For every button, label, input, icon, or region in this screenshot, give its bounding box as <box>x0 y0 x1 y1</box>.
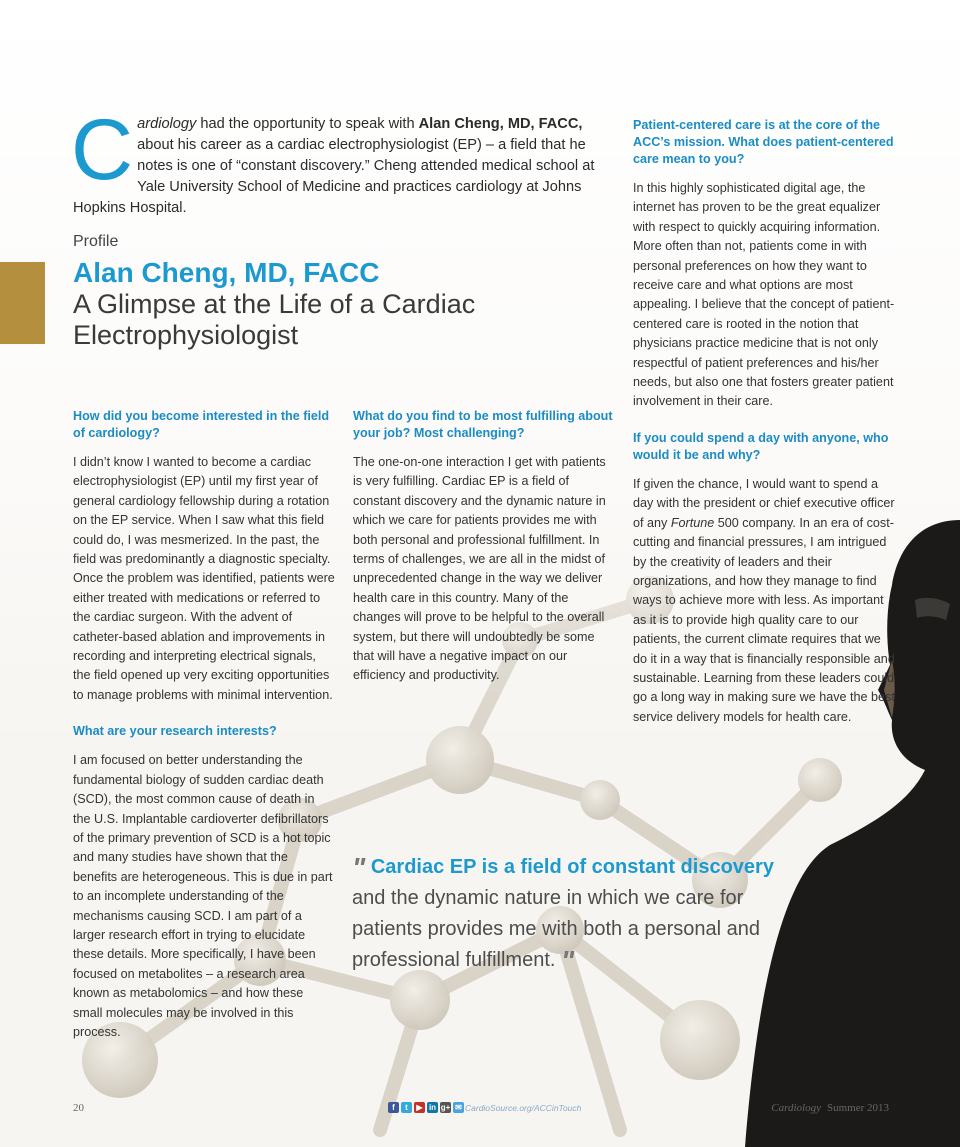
fortune-italic: Fortune <box>670 515 715 530</box>
question-heading: How did you become interested in the field of cardiology? <box>73 409 330 440</box>
youtube-icon[interactable]: ▶ <box>414 1102 425 1113</box>
footer-issue: Summer 2013 <box>826 1102 889 1114</box>
close-quote-mark: " <box>561 945 575 976</box>
profile-subtitle: A Glimpse at the Life of a Cardiac Electrophysiologist <box>73 289 476 350</box>
profile-name: Alan Cheng, MD, FACC <box>73 257 380 288</box>
guest-name: Alan Cheng, MD, FACC, <box>418 116 583 132</box>
answer-text: In this highly sophisticated digital age, the internet has proven to be the great equalizer with respect to quickly acquiring information. More often than not, patients come in with personal preferences on how they want to receive care and what options are most appealing. I believe that the concept of patient-centered care is rooted in the notion that physicians practice medicine that is not only respectful of patient preferences and his/her needs, but also one that fosters greater patient involvement in their care. <box>633 181 895 409</box>
footer-url[interactable]: CardioSource.org/ACCinTouch <box>465 1103 582 1113</box>
question-heading: What do you find to be most fulfilling about your job? Most challenging? <box>353 409 613 440</box>
column-left <box>73 408 335 1060</box>
answer-text: I am focused on better understanding the fundamental biology of sudden cardiac death (SCD), the most common cause of death in the U.S. Implantable cardioverter defibrillators of the primary prevention of SCD is a hot topic and many studies have shown that the benefits are heterogeneous. This is due in part to an incomplete understanding of the mechanisms causing SCD. I am part of a larger research effort in trying to elucidate these details. More specifically, I have been focused on metabolites – a research area known as metabolomics – and how these small molecules may be involved in this process. <box>73 753 333 1039</box>
share-icon[interactable]: ✉ <box>453 1102 464 1113</box>
intro-text-1: had the opportunity to speak with <box>196 116 419 132</box>
linkedin-icon[interactable]: in <box>428 1103 437 1112</box>
question-heading: If you could spend a day with anyone, who would it be and why? <box>633 430 889 462</box>
section-label: Profile <box>73 233 119 250</box>
footer-magazine: Cardiology <box>771 1102 821 1114</box>
drop-cap: C <box>71 102 134 198</box>
answer-text-part: If given the chance, I would want to spend a day with the president or chief executive officer of any <box>633 476 895 530</box>
page-number: 20 <box>73 1102 84 1114</box>
pull-quote <box>352 852 792 976</box>
intro-paragraph <box>71 102 608 219</box>
magazine-name: ardiology <box>137 116 197 132</box>
profile-header <box>73 233 493 351</box>
social-icons <box>388 1102 464 1113</box>
column-middle <box>353 408 613 704</box>
answer-text: The one-on-one interaction I get with patients is very fulfilling. Cardiac EP is a field of constant discovery and the dynamic nature in which we care for patients provides me with both personal and professional fulfillment. In terms of challenges, we are all in the midst of unprecedented change in the way we deliver health care in this country. Many of the changes will prove to be helpful to the overall system, but there will undoubtedly be some that will have a negative impact on our efficiency and productivity. <box>353 455 606 683</box>
answer-text: I didn’t know I wanted to become a cardiac electrophysiologist (EP) until my first year of general cardiology fellowship during a rotation on the EP service. When I saw what this field could do, I was mesmerized. In the past, the field was predominantly a diagnostic specialty. Once the problem was identified, patients were either treated with medications or referred to the cardiac surgeon. With the advent of catheter-based ablation and improvements in recording and interpreting electrical signals, the field opened up very exciting opportunities to manage problems with minimal intervention. <box>73 455 335 702</box>
column-right <box>633 117 895 745</box>
issue-info <box>771 1102 889 1114</box>
question-heading: Patient-centered care is at the core of the ACC’s mission. What does patient-centered care mean to you? <box>633 118 894 166</box>
question-heading: What are your research interests? <box>73 724 277 739</box>
answer-text <box>633 475 895 727</box>
section-tab-marker <box>0 262 45 344</box>
googleplus-icon[interactable]: g+ <box>440 1103 451 1112</box>
pull-quote-body: and the dynamic nature in which we care for patients provides me with both a personal and professional fulfillment. <box>352 887 761 971</box>
intro-text-2: about his career as a cardiac electrophysiologist (EP) – a field that he notes is one of “constant discovery.” Cheng attended medical school at Yale University School of Medicine and practices cardiology at Johns Hopkins Hospital. <box>73 137 595 216</box>
open-quote-mark: " <box>352 852 366 883</box>
facebook-icon[interactable]: f <box>388 1102 399 1113</box>
answer-text-part: 500 company. In an era of cost-cutting and financial pressures, I am intrigued by the creativity of leaders and their organizations, and how they manage to find ways to achieve more with less. As important as it is to provide high quality care to our patients, the current climate requires that we do it in a way that is financially responsible and sustainable. Learning from these leaders could go a long way in making sure we have the best service delivery models for health care. <box>633 515 895 724</box>
page-footer <box>73 1100 889 1120</box>
twitter-icon[interactable]: t <box>401 1102 412 1113</box>
pull-quote-lead: Cardiac EP is a field of constant discovery <box>370 856 774 878</box>
